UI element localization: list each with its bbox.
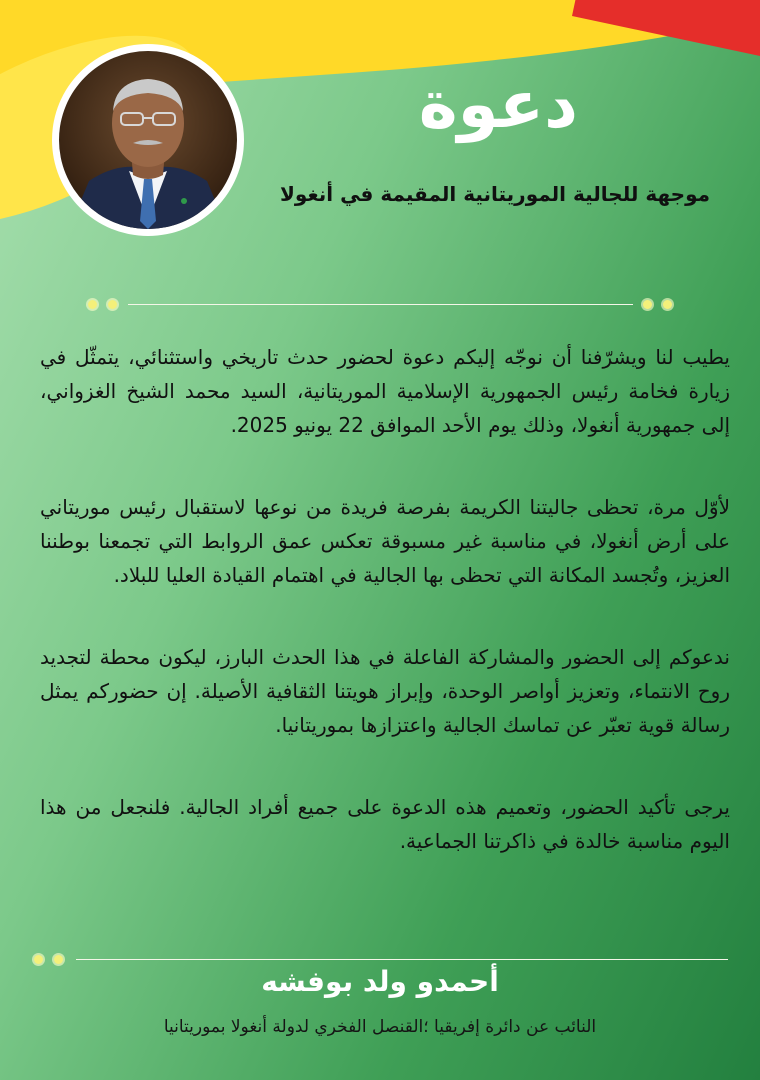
divider-dot	[54, 955, 63, 964]
divider-dot	[108, 300, 117, 309]
body-paragraph: يرجى تأكيد الحضور، وتعميم هذه الدعوة على جميع أفراد الجالية. فلنجعل من هذا اليوم مناسبة خالدة في ذاكرتنا الجماعية.	[40, 795, 730, 853]
president-portrait-frame	[52, 44, 244, 236]
president-portrait	[59, 51, 237, 229]
invitation-body	[40, 340, 730, 906]
body-paragraph: يطيب لنا ويشرّفنا أن نوجّه إليكم دعوة لحضور حدث تاريخي واستثنائي، يتمثّل في زيارة فخامة رئيس الجمهورية الإسلامية الموريتانية، السيد محمد الشيخ الغزواني، إلى جمهورية أنغولا، وذلك يوم الأحد الموافق 22 يونيو 2025.	[40, 345, 730, 437]
body-paragraph: ندعوكم إلى الحضور والمشاركة الفاعلة في هذا الحدث البارز، ليكون محطة لتجديد روح الانتماء، وتعزيز أواصر الوحدة، وإبراز هويتنا الثقافية الأصيلة. إن حضوركم يمثل رسالة قوية تعبّر عن تماسك الجالية واعتزازها بموريتانيا.	[40, 645, 730, 737]
page-subtitle: موجهة للجالية الموريتانية المقيمة في أنغولا	[280, 182, 710, 206]
page-title: دعوة	[418, 66, 578, 143]
portrait-illustration	[59, 51, 237, 229]
divider-dot	[663, 300, 672, 309]
divider-dot	[34, 955, 43, 964]
bottom-divider-line	[76, 959, 728, 960]
top-divider-line	[128, 304, 633, 305]
divider-dot	[643, 300, 652, 309]
body-paragraph: لأوّل مرة، تحظى جاليتنا الكريمة بفرصة فريدة من نوعها لاستقبال رئيس موريتاني على أرض أنغولا، في مناسبة غير مسبوقة تعكس عمق الروابط التي تجمعنا بوطننا العزيز، وتُجسد المكانة التي تحظى بها الجالية في اهتمام القيادة العليا للبلاد.	[40, 495, 730, 587]
signer-name: أحمدو ولد بوفشه	[261, 965, 499, 998]
divider-dot	[88, 300, 97, 309]
signer-role: النائب عن دائرة إفريقيا ؛القنصل الفخري لدولة أنغولا بموريتانيا	[163, 1017, 597, 1037]
